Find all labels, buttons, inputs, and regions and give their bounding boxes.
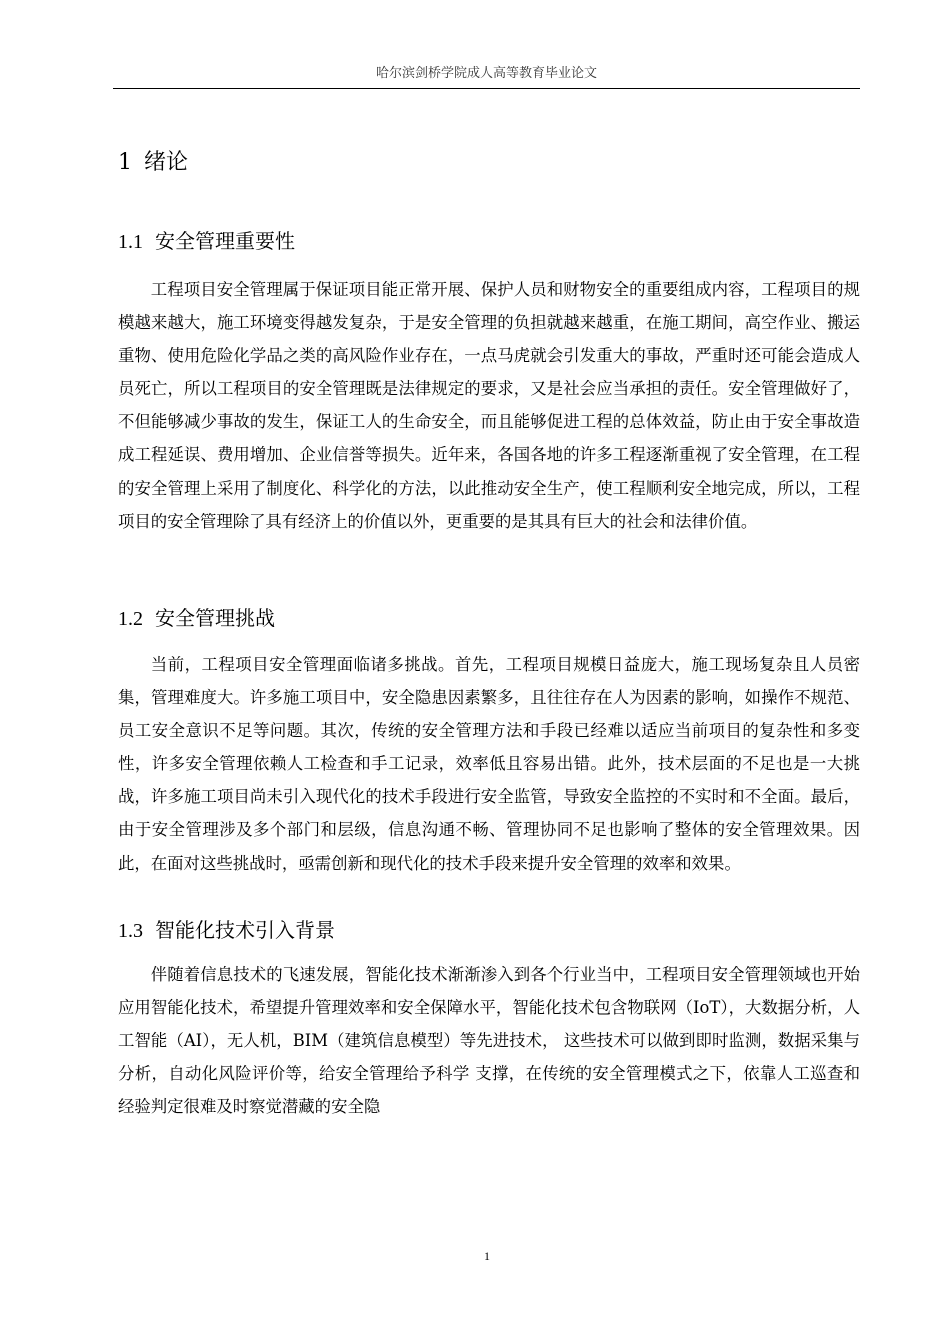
section-title-text: 安全管理重要性 — [155, 229, 295, 253]
chapter-title-text: 绪论 — [144, 150, 189, 175]
section-title-1-1 — [118, 227, 295, 256]
section-title-text: 智能化技术引入背景 — [155, 918, 335, 942]
chapter-title — [118, 148, 188, 178]
chapter-number: 1 — [118, 150, 132, 175]
section-number: 1.2 — [118, 608, 143, 630]
section-1-3-paragraph: 伴随着信息技术的飞速发展，智能化技术渐渐渗入到各个行业当中，工程项目安全管理领域也开始应用智能化技术，希望提升管理效率和安全保障水平，智能化技术包含物联网（IoT），大数据分析，人工智能（AI），无人机，BIM（建筑信息模型）等先进技术， 这些技术可以做到即时监测，数据采集与分析，自动化风险评价等，给安全管理给予科学 支撑，在传统的安全管理模式之下，依靠人工巡查和经验判定很难及时察觉潜藏的安全隐 — [118, 965, 860, 1117]
section-title-1-3 — [118, 916, 335, 945]
section-title-1-2 — [118, 604, 275, 633]
page-number: 1 — [484, 1249, 490, 1263]
section-number: 1.1 — [118, 231, 143, 253]
header-divider — [113, 88, 860, 89]
page-header: 哈尔滨剑桥学院成人高等教育毕业论文 — [375, 66, 597, 81]
section-title-text: 安全管理挑战 — [155, 606, 275, 630]
section-1-2-paragraph: 当前，工程项目安全管理面临诸多挑战。首先，工程项目规模日益庞大，施工现场复杂且人员密集，管理难度大。许多施工项目中，安全隐患因素繁多，且往往存在人为因素的影响，如操作不规范、员工安全意识不足等问题。其次，传统的安全管理方法和手段已经难以适应当前项目的复杂性和多变性，许多安全管理依赖人工检查和手工记录，效率低且容易出错。此外，技术层面的不足也是一大挑战，许多施工项目尚未引入现代化的技术手段进行安全监管，导致安全监控的不实时和不全面。最后，由于安全管理涉及多个部门和层级，信息沟通不畅、管理协同不足也影响了整体的安全管理效果。因此，在面对这些挑战时，亟需创新和现代化的技术手段来提升安全管理的效率和效果。 — [118, 655, 860, 873]
section-1-1-paragraph: 工程项目安全管理属于保证项目能正常开展、保护人员和财物安全的重要组成内容，工程项目的规模越来越大，施工环境变得越发复杂，于是安全管理的负担就越来越重，在施工期间，高空作业、搬运重物、使用危险化学品之类的高风险作业存在，一点马虎就会引发重大的事故，严重时还可能会造成人员死亡，所以工程项目的安全管理既是法律规定的要求，又是社会应当承担的责任。安全管理做好了，不但能够减少事故的发生，保证工人的生命安全，而且能够促进工程的总体效益，防止由于安全事故造成工程延误、费用增加、企业信誉等损失。近年来，各国各地的许多工程逐渐重视了安全管理，在工程的安全管理上采用了制度化、科学化的方法，以此推动安全生产，使工程顺利安全地完成，所以，工程项目的安全管理除了具有经济上的价值以外，更重要的是其具有巨大的社会和法律价值。 — [118, 280, 860, 531]
section-number: 1.3 — [118, 920, 143, 942]
